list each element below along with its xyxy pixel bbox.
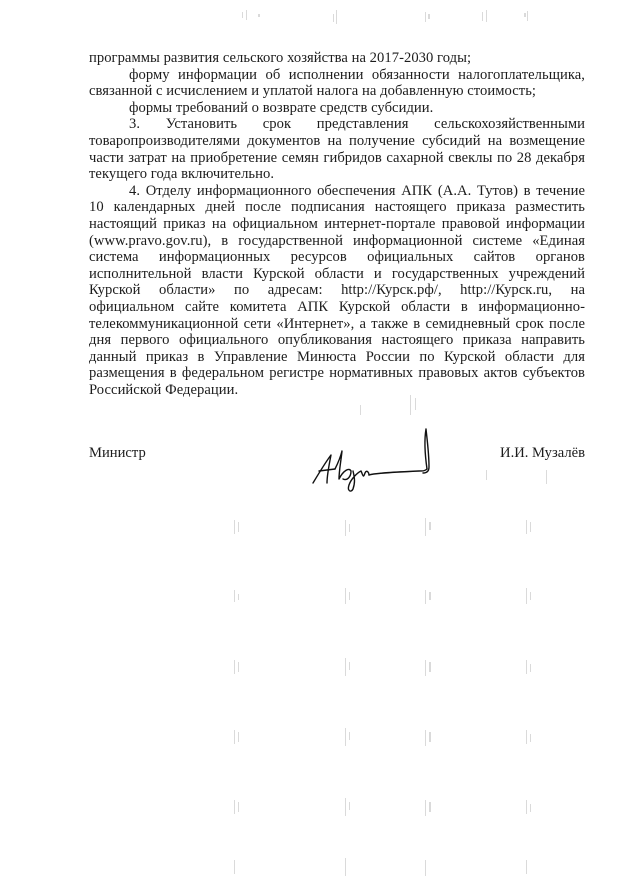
paragraph-item-3: 3. Установить срок представления сельскохозяйственными товаропроизводителями документов на получение субсидий на возмещение части затрат на приобретение семян гибридов сахарной свеклы по 28 декабря текущего года включительно. [89, 116, 585, 183]
signatory-name: И.И. Музалёв [500, 445, 585, 461]
handwritten-signature [305, 425, 445, 495]
paragraph-item-4: 4. Отделу информационного обеспечения АПК (А.А. Тутов) в течение 10 календарных дней после подписания настоящего приказа разместить настоящий приказ на официальном интернет-портале правовой информации (www.pravo.gov.ru), в государственной информационной системе «Единая система информационных ресурсов официальных сайтов органов исполнительной власти Курской области и государственных учреждений Курской области» по адресам: http://Курск.рф/, http://Курск.ru, на официальном сайте комитета АПК Курской области в информационно-телекоммуникационной сети «Интернет», а также в семидневный срок после дня первого официального опубликования настоящего приказа направить данный приказ в Управление Минюста России по Курской области для размещения в федеральном регистре нормативных правовых актов субъектов Российской Федерации. [89, 182, 585, 398]
signatory-title: Министр [89, 445, 146, 461]
paragraph-refund-forms: формы требований о возврате средств субсидии. [129, 99, 434, 116]
document-body [89, 50, 585, 398]
paragraph-vat-form: форму информации об исполнении обязанности налогоплательщика, связанной с исчислением и уплатой налога на добавленную стоимость; [89, 66, 585, 100]
paragraph-program: программы развития сельского хозяйства на 2017-2030 годы; [89, 50, 472, 66]
